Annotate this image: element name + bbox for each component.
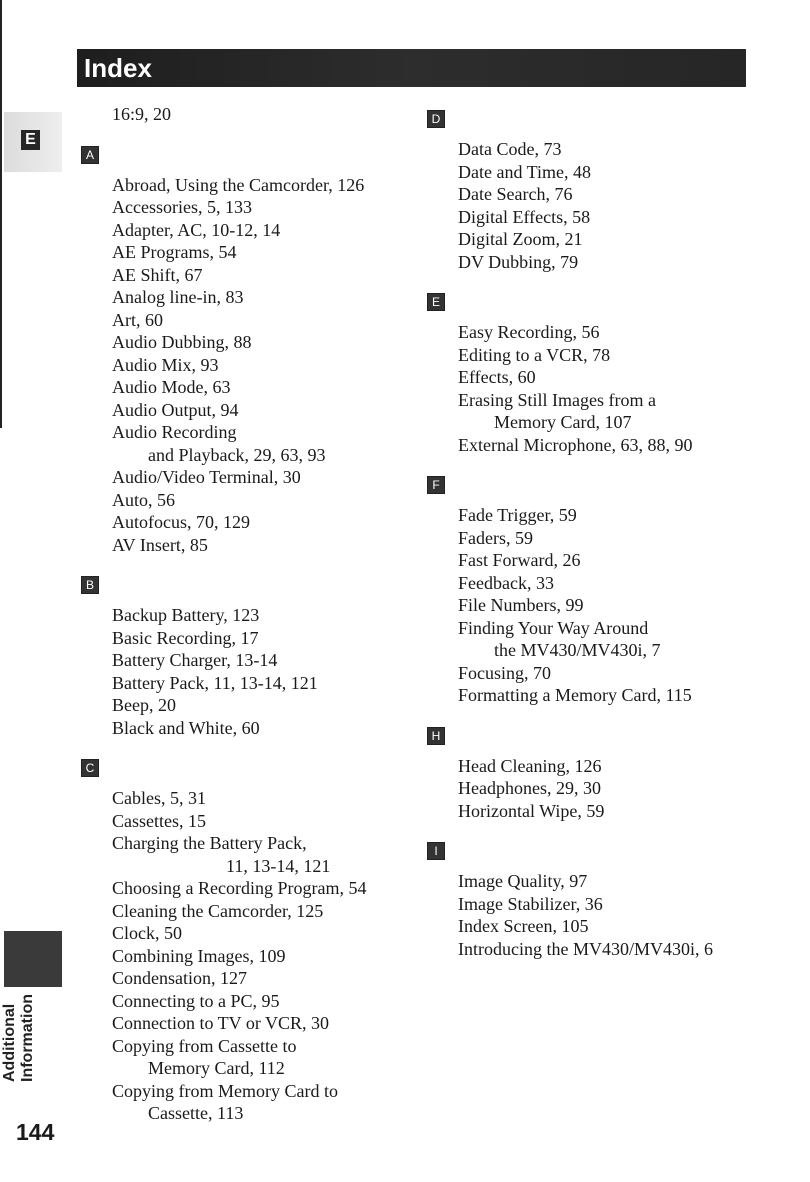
- index-entry: [78, 990, 408, 1013]
- index-entry-text: Fade Trigger, 59: [458, 505, 577, 525]
- index-entry: [78, 604, 408, 627]
- index-entry-text: AE Shift, 67: [112, 264, 203, 285]
- index-entry-text: Beep, 20: [112, 695, 176, 715]
- index-entry: [78, 103, 408, 126]
- index-entry-text: Battery Charger, 13-14: [112, 650, 278, 670]
- index-entry-text: Connecting to a PC, 95: [112, 990, 280, 1011]
- index-entry-text: Adapter, AC, 10-12, 14: [112, 219, 281, 240]
- index-entry: [78, 967, 408, 990]
- index-entry: [424, 662, 794, 685]
- index-entry-text: Accessories, 5, 133: [112, 197, 252, 217]
- index-entry: [78, 1035, 408, 1080]
- index-entry-text: Audio/Video Terminal, 30: [112, 467, 301, 487]
- index-entry-continuation: Cassette, 113: [148, 1103, 244, 1123]
- index-entry: [78, 196, 408, 219]
- index-entry: [78, 627, 408, 650]
- index-entry-text: Data Code, 73: [458, 139, 562, 159]
- index-entry: [78, 174, 408, 197]
- index-entry: [424, 138, 794, 161]
- index-entry-text: Head Cleaning, 126: [458, 755, 602, 776]
- index-entry: [78, 376, 408, 399]
- index-entry: [424, 755, 794, 778]
- index-entry-text: Black and White, 60: [112, 717, 260, 738]
- index-entry-text: Headphones, 29, 30: [458, 778, 601, 798]
- index-entry-text: DV Dubbing, 79: [458, 251, 579, 272]
- index-entry-text: Image Stabilizer, 36: [458, 893, 603, 914]
- index-entry-text: Finding Your Way Around: [458, 617, 649, 638]
- index-section: [78, 759, 408, 1125]
- section-letter-badge: I: [427, 842, 445, 860]
- index-entry: [424, 915, 794, 938]
- section-spacer: [78, 126, 408, 146]
- index-entry-continuation: and Playback, 29, 63, 93: [148, 444, 326, 465]
- index-entry: [78, 219, 408, 242]
- index-entry: [424, 684, 794, 707]
- index-section: [424, 110, 794, 273]
- index-entry-text: Image Quality, 97: [458, 871, 588, 891]
- index-column-right: [424, 110, 794, 960]
- index-entry-text: Effects, 60: [458, 367, 536, 387]
- index-entry-text: Analog line-in, 83: [112, 287, 244, 307]
- index-entry-text: Clock, 50: [112, 923, 182, 943]
- index-entry-text: Connection to TV or VCR, 30: [112, 1013, 330, 1033]
- side-label-line1: Additional: [1, 1003, 18, 1082]
- index-entry: [78, 264, 408, 287]
- index-entry: [424, 800, 794, 823]
- index-entry: [424, 870, 794, 893]
- index-entry: [424, 572, 794, 595]
- index-entry: [424, 617, 794, 662]
- index-entry-text: Audio Dubbing, 88: [112, 332, 252, 352]
- index-entry: [78, 286, 408, 309]
- index-entry: [424, 251, 794, 274]
- section-letter-badge: A: [81, 146, 99, 164]
- index-entry: [78, 922, 408, 945]
- index-entry-text: Date and Time, 48: [458, 161, 591, 182]
- index-entry: [424, 161, 794, 184]
- index-entry-text: Digital Effects, 58: [458, 206, 591, 227]
- index-entry-text: Fast Forward, 26: [458, 550, 581, 570]
- index-entry-text: Cleaning the Camcorder, 125: [112, 900, 324, 921]
- index-entry-text: Copying from Memory Card to: [112, 1080, 338, 1101]
- index-entry: [424, 777, 794, 800]
- index-entry-text: Choosing a Recording Program, 54: [112, 878, 367, 898]
- language-badge: E: [21, 130, 40, 150]
- index-entry-text: Battery Pack, 11, 13-14, 121: [112, 672, 318, 693]
- index-entry: [424, 938, 794, 961]
- index-entry-text: Condensation, 127: [112, 968, 247, 988]
- index-entry: [78, 309, 408, 332]
- index-entry-text: Digital Zoom, 21: [458, 229, 583, 249]
- index-entry-text: Date Search, 76: [458, 184, 573, 204]
- index-entry-text: Introducing the MV430/MV430i, 6: [458, 938, 713, 959]
- index-entry-text: Auto, 56: [112, 489, 175, 510]
- section-letter-badge: D: [427, 110, 445, 128]
- index-entry: [78, 241, 408, 264]
- index-entry-text: Faders, 59: [458, 527, 533, 548]
- index-entry-text: Combining Images, 109: [112, 945, 286, 966]
- index-entry: [424, 504, 794, 527]
- index-entry-text: Focusing, 70: [458, 662, 552, 683]
- index-entry: [78, 900, 408, 923]
- index-entry: [78, 1012, 408, 1035]
- index-entry-continuation: the MV430/MV430i, 7: [494, 640, 661, 660]
- index-entry-text: Audio Output, 94: [112, 399, 239, 420]
- index-entry-continuation: Memory Card, 112: [148, 1058, 285, 1078]
- header-bar: [77, 49, 746, 87]
- index-entry-text: Charging the Battery Pack,: [112, 833, 307, 853]
- index-entry-text: Audio Mode, 63: [112, 377, 231, 397]
- index-entry-text: Formatting a Memory Card, 115: [458, 685, 692, 705]
- index-entry-text: Autofocus, 70, 129: [112, 512, 250, 532]
- index-entry: [424, 527, 794, 550]
- index-entry: [78, 787, 408, 810]
- index-entry: [78, 877, 408, 900]
- index-entry: [78, 694, 408, 717]
- index-entry-text: Horizontal Wipe, 59: [458, 800, 605, 821]
- index-entry: [78, 399, 408, 422]
- index-entry-text: 16:9, 20: [112, 104, 172, 124]
- index-entry: [78, 672, 408, 695]
- index-entry: [424, 344, 794, 367]
- index-entry-text: External Microphone, 63, 88, 90: [458, 434, 693, 455]
- index-entry-text: Art, 60: [112, 309, 163, 330]
- index-entry: [78, 331, 408, 354]
- index-section: [424, 293, 794, 456]
- index-entry: [78, 354, 408, 377]
- index-entry-text: AV Insert, 85: [112, 534, 208, 555]
- page-edge-line: [0, 0, 2, 428]
- index-section: [78, 576, 408, 739]
- index-section: [424, 842, 794, 960]
- index-entry: [424, 389, 794, 434]
- index-entry-continuation: Memory Card, 107: [494, 412, 632, 432]
- index-entry: [424, 228, 794, 251]
- index-entry: [78, 421, 408, 466]
- index-entry: [78, 832, 408, 877]
- index-entry: [424, 183, 794, 206]
- index-entry: [424, 594, 794, 617]
- index-entry: [424, 434, 794, 457]
- index-entry-text: AE Programs, 54: [112, 242, 237, 262]
- index-entry: [78, 649, 408, 672]
- index-entry-text: Cassettes, 15: [112, 810, 206, 831]
- section-letter-badge: E: [427, 293, 445, 311]
- index-entry: [78, 466, 408, 489]
- index-section: [424, 476, 794, 707]
- index-entry-text: Index Screen, 105: [458, 916, 589, 936]
- index-entry-text: Easy Recording, 56: [458, 322, 600, 342]
- section-letter-badge: C: [81, 759, 99, 777]
- index-entry-text: Erasing Still Images from a: [458, 389, 656, 410]
- index-entry-text: Backup Battery, 123: [112, 605, 260, 625]
- index-section: [78, 146, 408, 557]
- index-entry: [78, 489, 408, 512]
- index-entry-text: Audio Recording: [112, 422, 237, 442]
- index-entry: [424, 321, 794, 344]
- index-entry-text: Audio Mix, 93: [112, 354, 219, 375]
- index-entry-text: Cables, 5, 31: [112, 788, 206, 808]
- index-entry: [78, 511, 408, 534]
- index-entry: [424, 893, 794, 916]
- section-letter-badge: F: [427, 476, 445, 494]
- index-entry: [78, 534, 408, 557]
- index-entry: [78, 1080, 408, 1125]
- index-entry: [78, 945, 408, 968]
- index-entry-text: Editing to a VCR, 78: [458, 344, 611, 365]
- index-entry: [424, 549, 794, 572]
- side-label-line2: Information: [19, 994, 36, 1082]
- index-section: [424, 727, 794, 823]
- section-letter-badge: H: [427, 727, 445, 745]
- index-entry-text: Feedback, 33: [458, 572, 554, 593]
- index-entry-text: File Numbers, 99: [458, 595, 584, 615]
- index-entry-text: Abroad, Using the Camcorder, 126: [112, 174, 365, 195]
- index-entry-text: Basic Recording, 17: [112, 627, 259, 648]
- section-tab: [4, 931, 62, 987]
- section-letter-badge: B: [81, 576, 99, 594]
- index-entry-continuation: 11, 13-14, 121: [226, 855, 331, 876]
- index-column-left: [78, 103, 408, 1125]
- index-entry: [424, 206, 794, 229]
- index-entry: [78, 810, 408, 833]
- index-entry: [424, 366, 794, 389]
- side-section-label: [1, 992, 37, 1082]
- page-number: 144: [16, 1119, 55, 1145]
- page-title: Index: [84, 53, 152, 83]
- index-entry-text: Copying from Cassette to: [112, 1035, 297, 1056]
- index-entry: [78, 717, 408, 740]
